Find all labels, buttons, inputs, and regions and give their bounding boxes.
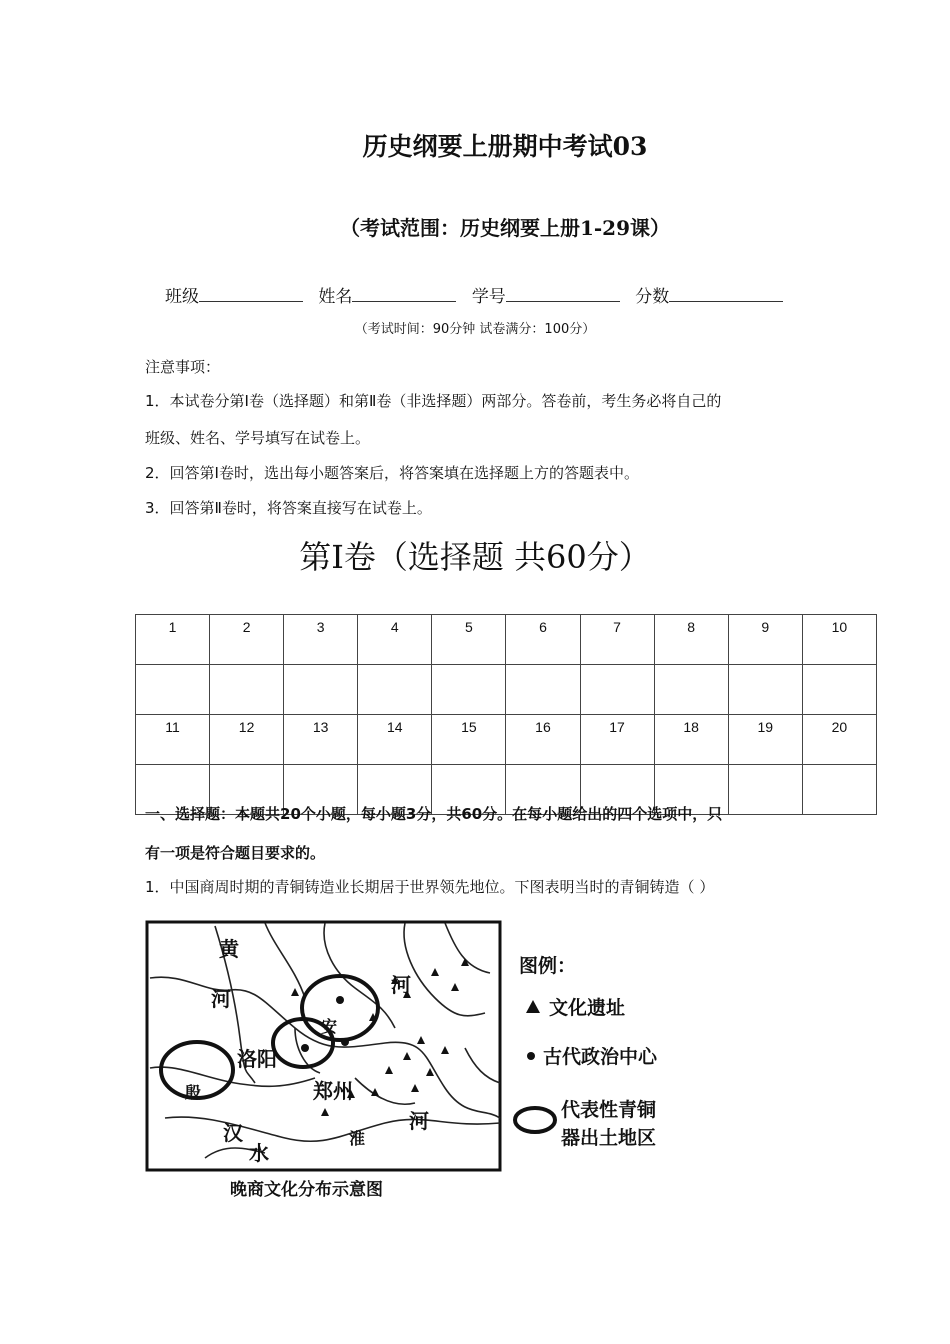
- answer-number: 14: [358, 715, 432, 765]
- answer-number: 9: [728, 615, 802, 665]
- part-intro: 有一项是符合题目要求的。: [145, 844, 326, 862]
- answer-number: 6: [506, 615, 580, 665]
- answer-cell[interactable]: [580, 665, 654, 715]
- answer-number: 15: [432, 715, 506, 765]
- answer-number-row: [136, 615, 877, 665]
- document-title: 历史纲要上册期中考试03: [362, 132, 648, 161]
- legend-title: 图例：: [519, 955, 577, 977]
- part-intro: 一、选择题：本题共20个小题，每小题3分，共60分。在每小题给出的四个选项中，只: [145, 805, 723, 823]
- answer-cell[interactable]: [210, 665, 284, 715]
- answer-number: 3: [284, 615, 358, 665]
- note-item: 班级、姓名、学号填写在试卷上。: [145, 429, 371, 447]
- legend-center-label: 古代政治中心: [543, 1046, 658, 1068]
- student-id-label: 学号: [471, 287, 506, 307]
- map-label: 殷: [185, 1083, 202, 1102]
- note-item: 2．回答第Ⅰ卷时，选出每小题答案后，将答案填在选择题上方的答题表中。: [145, 464, 639, 482]
- map-frame: [147, 922, 500, 1170]
- map-label: 汉: [223, 1121, 243, 1145]
- map-label: 河: [409, 1109, 429, 1133]
- answer-cell[interactable]: [802, 665, 876, 715]
- section-title: 第Ⅰ卷（选择题 共60分）: [299, 538, 651, 576]
- class-label: 班级: [165, 287, 199, 307]
- student-info-line: [165, 282, 793, 307]
- question-stem: 1．中国商周时期的青铜铸造业长期居于世界领先地位。下图表明当时的青铜铸造（ ）: [145, 878, 715, 896]
- ellipse-icon: [515, 1108, 555, 1132]
- answer-number: 12: [210, 715, 284, 765]
- answer-cell[interactable]: [136, 665, 210, 715]
- note-item: 1．本试卷分第Ⅰ卷（选择题）和第Ⅱ卷（非选择题）两部分。答卷前，考生务必将自己的: [145, 392, 722, 410]
- answer-cell[interactable]: [432, 665, 506, 715]
- answer-number: 4: [358, 615, 432, 665]
- answer-cell[interactable]: [728, 665, 802, 715]
- late-shang-culture-map: [145, 918, 675, 1208]
- document-subtitle: （考试范围：历史纲要上册1-29课）: [339, 216, 671, 240]
- answer-table: [135, 614, 877, 815]
- class-blank[interactable]: [199, 285, 303, 302]
- exam-time-info: （考试时间：90分钟 试卷满分：100分）: [354, 322, 596, 337]
- answer-number: 17: [580, 715, 654, 765]
- answer-number-row: [136, 715, 877, 765]
- legend-bronze-label: 器出土地区: [561, 1127, 657, 1149]
- map-label: 安: [321, 1017, 338, 1036]
- legend-site-label: 文化遗址: [549, 997, 626, 1019]
- answer-number: 16: [506, 715, 580, 765]
- map-label: 洛阳: [237, 1047, 277, 1071]
- answer-cell[interactable]: [728, 765, 802, 815]
- answer-number: 13: [284, 715, 358, 765]
- map-label: 河: [391, 973, 411, 997]
- map-label: 郑州: [313, 1079, 353, 1103]
- score-label: 分数: [635, 287, 670, 307]
- answer-cell[interactable]: [506, 665, 580, 715]
- answer-number: 1: [136, 615, 210, 665]
- triangle-icon: [526, 1000, 540, 1013]
- score-blank[interactable]: [669, 285, 783, 302]
- dot-icon: [527, 1052, 535, 1060]
- answer-number: 19: [728, 715, 802, 765]
- answer-blank-row: [136, 665, 877, 715]
- notes-heading: 注意事项：: [145, 358, 221, 376]
- answer-number: 7: [580, 615, 654, 665]
- student-id-blank[interactable]: [506, 285, 620, 302]
- answer-cell[interactable]: [284, 665, 358, 715]
- answer-number: 11: [136, 715, 210, 765]
- map-caption: 晚商文化分布示意图: [230, 1180, 383, 1200]
- name-label: 姓名: [318, 287, 353, 307]
- legend-bronze-label: 代表性青铜: [561, 1099, 657, 1121]
- map-label: 黄: [219, 937, 239, 961]
- answer-number: 20: [802, 715, 876, 765]
- map-label: 淮: [349, 1129, 366, 1148]
- name-blank[interactable]: [352, 285, 456, 302]
- map-label: 河: [211, 987, 231, 1011]
- answer-number: 2: [210, 615, 284, 665]
- answer-number: 18: [654, 715, 728, 765]
- map-label: 水: [249, 1141, 269, 1165]
- answer-number: 5: [432, 615, 506, 665]
- map-legend: [515, 954, 658, 1149]
- answer-cell[interactable]: [358, 665, 432, 715]
- answer-cell[interactable]: [802, 765, 876, 815]
- answer-number: 10: [802, 615, 876, 665]
- answer-cell[interactable]: [654, 665, 728, 715]
- answer-number: 8: [654, 615, 728, 665]
- note-item: 3．回答第Ⅱ卷时，将答案直接写在试卷上。: [145, 499, 432, 517]
